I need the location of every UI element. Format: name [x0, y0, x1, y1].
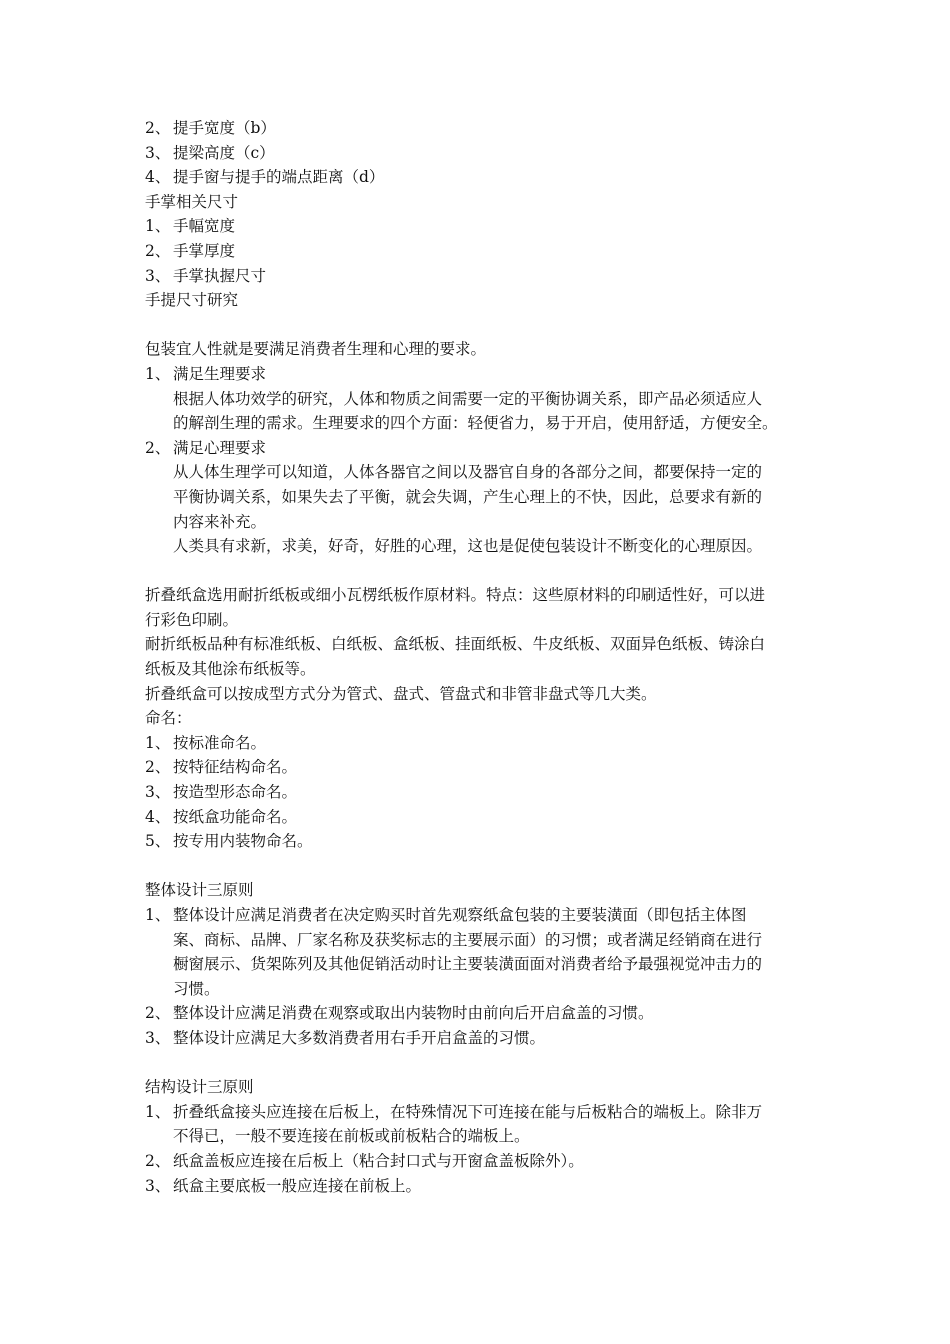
list-number: 5、	[145, 832, 171, 851]
document-body	[145, 116, 815, 1198]
list-item	[145, 436, 815, 461]
paragraph-folding-box-material	[145, 583, 815, 632]
paragraph-line: 人类具有求新，求美，好奇，好胜的心理，这也是促使包装设计不断变化的心理原因。	[173, 537, 763, 556]
paragraph-line: 从人体生理学可以知道，人体各器官之间以及器官自身的各部分之间，都要保持一定的	[173, 463, 763, 482]
list-number: 2、	[145, 1151, 171, 1170]
list-item	[145, 1174, 815, 1199]
requirement-paragraph	[145, 460, 815, 558]
list-text-line: 整体设计应满足大多数消费者用右手开启盒盖的习惯。	[173, 1028, 546, 1047]
list-title: 满足生理要求	[173, 364, 267, 383]
list-item	[145, 755, 815, 780]
list-number: 3、	[145, 266, 171, 285]
list-item	[145, 1001, 815, 1026]
list-item	[145, 264, 815, 289]
list-text-line: 纸盒盖板应连接在后板上（粘合封口式与开窗盒盖板除外）。	[173, 1151, 584, 1170]
list-number: 1、	[145, 217, 171, 236]
paragraph-humanized-intro: 包装宜人性就是要满足消费者生理和心理的要求。	[145, 340, 487, 359]
list-item	[145, 1026, 815, 1051]
list-text-line: 案、商标、品牌、厂家名称及获奖标志的主要展示面）的习惯；或者满足经销商在进行	[173, 930, 763, 949]
list-number: 3、	[145, 783, 171, 802]
list-title: 满足心理要求	[173, 438, 267, 457]
list-number: 1、	[145, 906, 171, 924]
list-item	[145, 829, 815, 854]
list-number: 2、	[145, 1004, 171, 1023]
list-item	[145, 116, 815, 141]
list-number: 4、	[145, 168, 171, 187]
paragraph-line: 内容来补充。	[173, 512, 267, 531]
list-item	[145, 1149, 815, 1174]
list-text-line: 折叠纸盒接头应连接在后板上，在特殊情况下可连接在能与后板粘合的端板上。除非万	[173, 1102, 763, 1121]
list-number: 2、	[145, 241, 171, 260]
paragraph-line: 耐折纸板品种有标准纸板、白纸板、盒纸板、挂面纸板、牛皮纸板、双面异色纸板、铸涂白	[145, 635, 766, 654]
list-number: 1、	[145, 364, 171, 383]
list-item	[145, 1100, 815, 1149]
list-item	[145, 214, 815, 239]
list-item	[145, 903, 815, 1001]
list-text: 提手宽度（b）	[173, 119, 276, 137]
list-text-line: 不得已，一般不要连接在前板或前板粘合的端板上。	[173, 1127, 530, 1146]
paragraph-line: 的解剖生理的需求。生理要求的四个方面：轻便省力，易于开启，使用舒适，方便安全。	[173, 414, 778, 433]
list-number: 3、	[145, 143, 171, 162]
list-text: 按专用内装物命名。	[173, 832, 313, 851]
list-text-line: 橱窗展示、货架陈列及其他促销活动时让主要装潢面面对消费者给予最强视觉冲击力的	[173, 955, 763, 974]
paragraph-board-types	[145, 632, 815, 681]
section-heading-handle-research: 手提尺寸研究	[145, 291, 239, 310]
list-item	[145, 362, 815, 387]
list-number: 2、	[145, 438, 171, 457]
paragraph-classification: 折叠纸盒可以按成型方式分为管式、盘式、管盘式和非管非盘式等几大类。	[145, 684, 657, 703]
section-heading-overall-principles: 整体设计三原则	[145, 881, 254, 900]
list-number: 1、	[145, 1102, 171, 1121]
naming-heading: 命名：	[145, 709, 192, 728]
list-text: 按标准命名。	[173, 733, 267, 752]
requirement-paragraph	[145, 387, 815, 436]
list-text-line: 习惯。	[173, 979, 220, 998]
list-text: 提手窗与提手的端点距离（d）	[173, 168, 385, 187]
list-item	[145, 805, 815, 830]
paragraph-line: 纸板及其他涂布纸板等。	[145, 660, 316, 679]
list-text: 提梁高度（c）	[173, 143, 275, 162]
list-text: 按造型形态命名。	[173, 783, 298, 802]
list-number: 1、	[145, 733, 171, 752]
list-number: 2、	[145, 119, 171, 137]
list-number: 4、	[145, 807, 171, 826]
list-text: 按纸盒功能命名。	[173, 807, 298, 826]
section-heading-palm: 手掌相关尺寸	[145, 192, 239, 211]
list-number: 3、	[145, 1028, 171, 1047]
list-item	[145, 141, 815, 166]
list-text: 手掌执握尺寸	[173, 266, 267, 285]
list-text: 按特征结构命名。	[173, 758, 298, 777]
paragraph-line: 根据人体功效学的研究，人体和物质之间需要一定的平衡协调关系，即产品必须适应人	[173, 389, 763, 408]
list-item	[145, 731, 815, 756]
paragraph-line: 折叠纸盒选用耐折纸板或细小瓦楞纸板作原材料。特点：这些原材料的印刷适性好，可以进	[145, 586, 766, 605]
list-text-line: 整体设计应满足消费者在决定购买时首先观察纸盒包装的主要装潢面（即包括主体图	[173, 906, 747, 924]
paragraph-line: 行彩色印刷。	[145, 610, 239, 629]
section-heading-structure-principles: 结构设计三原则	[145, 1078, 254, 1097]
list-item	[145, 165, 815, 190]
list-text-line: 整体设计应满足消费在观察或取出内装物时由前向后开启盒盖的习惯。	[173, 1004, 654, 1023]
list-text: 手掌厚度	[173, 241, 236, 260]
paragraph-line: 平衡协调关系，如果失去了平衡，就会失调，产生心理上的不快，因此，总要求有新的	[173, 487, 763, 506]
list-number: 2、	[145, 758, 171, 777]
list-number: 3、	[145, 1176, 171, 1195]
list-item	[145, 780, 815, 805]
list-item	[145, 239, 815, 264]
list-text: 手幅宽度	[173, 217, 236, 236]
list-text-line: 纸盒主要底板一般应连接在前板上。	[173, 1176, 422, 1195]
